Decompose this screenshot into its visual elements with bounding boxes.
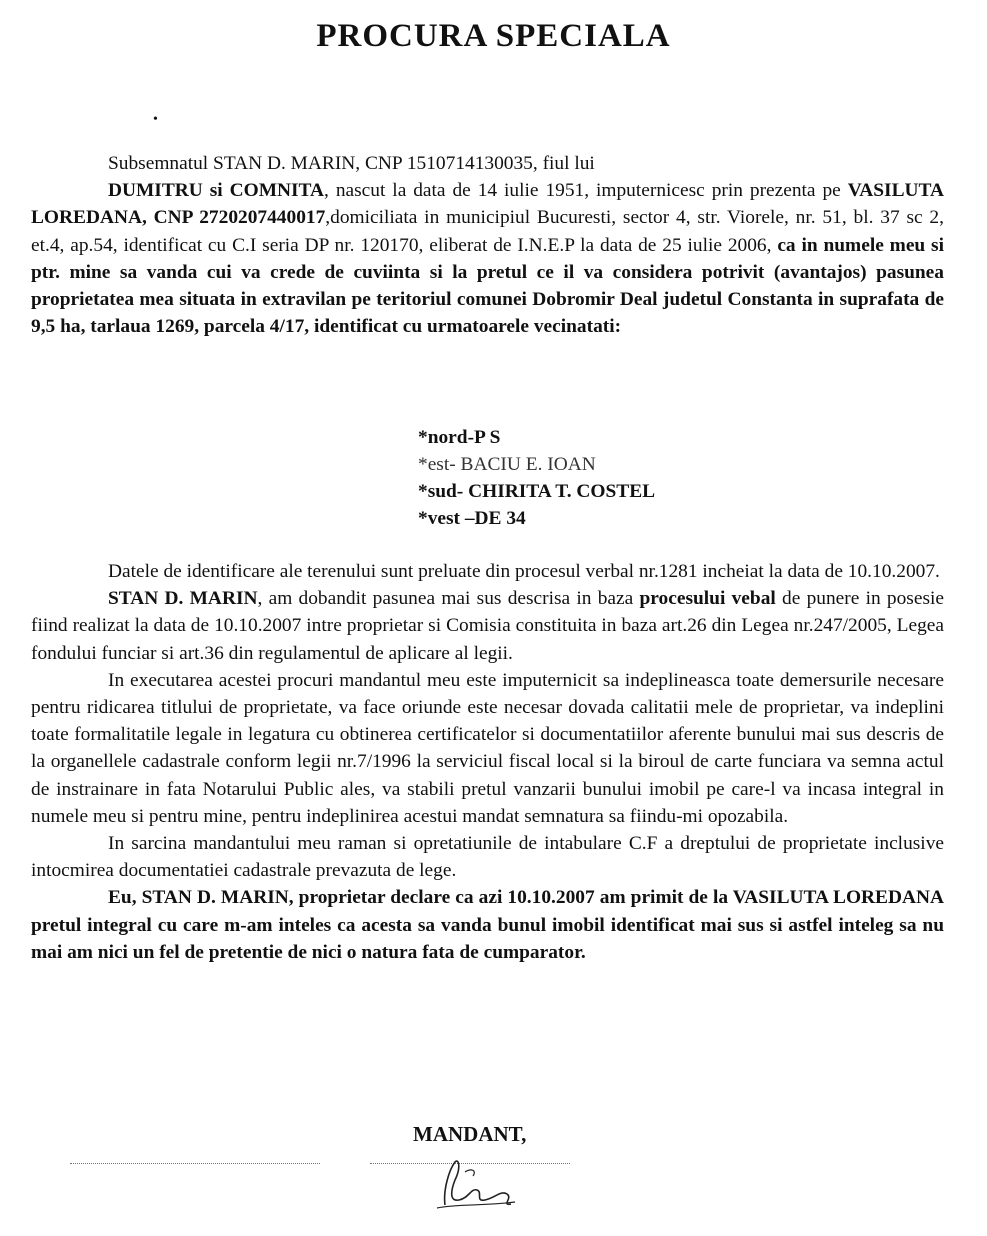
neighbor-north: *nord-P S <box>418 427 501 448</box>
declaration-text: Eu, STAN D. MARIN, proprietar declare ca azi 10.10.2007 am primit de la VASILUTA LOREDANA pretul integral cu care m-am inteles ca acesta sa vanda bunul imobil identificat mai sus si astfel inteleg sa nu mai am nici un fel de pretentie de nici o natura fata de cumparator. <box>31 887 944 963</box>
grantor-parents: DUMITRU si COMNITA <box>108 180 325 202</box>
identification-text: Datele de identificare ale terenului sunt preluate din procesul verbal nr.1281 incheiat la data de 10.10.2007. <box>108 561 940 582</box>
mandatary-name: VASILUTA LOREDANA, CNP 2720207440017 <box>31 180 945 229</box>
handwritten-signature <box>415 1150 535 1220</box>
paragraph-powers <box>31 667 944 830</box>
document-title: PROCURA SPECIALA <box>316 18 671 54</box>
mandatary-address: ,domiciliata in municipiul Bucuresti, sector 4, str. Viorele, nr. 51, bl. 37 sc 2, et.4, ap.54, identificat cu C.I seria DP nr. 120170, eliberat de I.N.E.P la data de 25 iulie 2006, <box>31 207 944 256</box>
paragraphs-rest <box>31 558 944 966</box>
neighbors-list <box>418 424 655 532</box>
neighbor-east: *est- BACIU E. IOAN <box>418 454 596 475</box>
acquisition-text-b: de punere in posesie fiind realizat la data de 10.10.2007 intre proprietar si Comisia constituita in baza art.26 din Legea nr.247/2005, Legea fondului funciar si art.36 din regulamentul de aplicare al legii. <box>31 588 945 664</box>
acquisition-text-a: , am dobandit pasunea mai sus descrisa in baza <box>257 588 640 610</box>
signer-label: MANDANT, <box>413 1122 527 1146</box>
neighbor-west: *vest –DE 34 <box>418 508 526 529</box>
stray-mark: • <box>153 112 158 127</box>
obligations-text: In sarcina mandantului meu raman si opretatiunile de intabulare C.F a dreptului de proprietate inclusive intocmirea documentatiei cadastrale prevazuta de lege. <box>31 833 944 882</box>
signature-line-left <box>70 1163 320 1164</box>
mandate-scope: ca in numele meu si ptr. mine sa vanda cui va crede de cuviinta si la pretul ce il va considera potrivit (avantajos) pasunea proprietatea mea situata in extravilan pe teritoriul comunei Dobromir Deal judetul Constanta in suprafata de 9,5 ha, tarlaua 1269, parcela 4/17, identificat cu urmatoarele vecinatati: <box>31 234 944 338</box>
powers-text: In executarea acestei procuri mandantul meu este imputernicit sa indeplineasca toate demersurile necesare pentru ridicarea titlului de proprietate, va face oriunde este necesar dovada calitatii mele de proprietar, va indeplini toate formalitatile legale in legatura cu obtinerea certificatelor si documentatiilor aferente bunului mai sus descris de la organellele cadastrale conform legii nr.7/1996 la serviciul fiscal local si la biroul de carte funciara va semna actul de instrainare in fata Notarului Public ales, va stabili pretul vanzarii bunului imobil pe care-l va incasa integral in numele meu si pentru mine, pentru indeplinirea acestui mandat semnatura sa fiindu-mi opozabila. <box>31 669 944 827</box>
neighbor-south: *sud- CHIRITA T. COSTEL <box>418 481 656 502</box>
paragraph-mandate <box>31 150 944 340</box>
owner-name: STAN D. MARIN <box>108 588 258 610</box>
grantor-birth: , nascut la data de 14 iulie 1951, imputernicesc prin prezenta pe <box>324 180 848 202</box>
acquisition-document: procesului vebal <box>639 588 776 610</box>
paragraph-obligations <box>31 830 944 884</box>
paragraph-acquisition <box>31 585 944 667</box>
paragraph-declaration <box>31 884 944 966</box>
paragraph-identification <box>31 558 944 585</box>
grantor-intro: Subsemnatul STAN D. MARIN, CNP 1510714130035, fiul lui <box>108 153 595 174</box>
